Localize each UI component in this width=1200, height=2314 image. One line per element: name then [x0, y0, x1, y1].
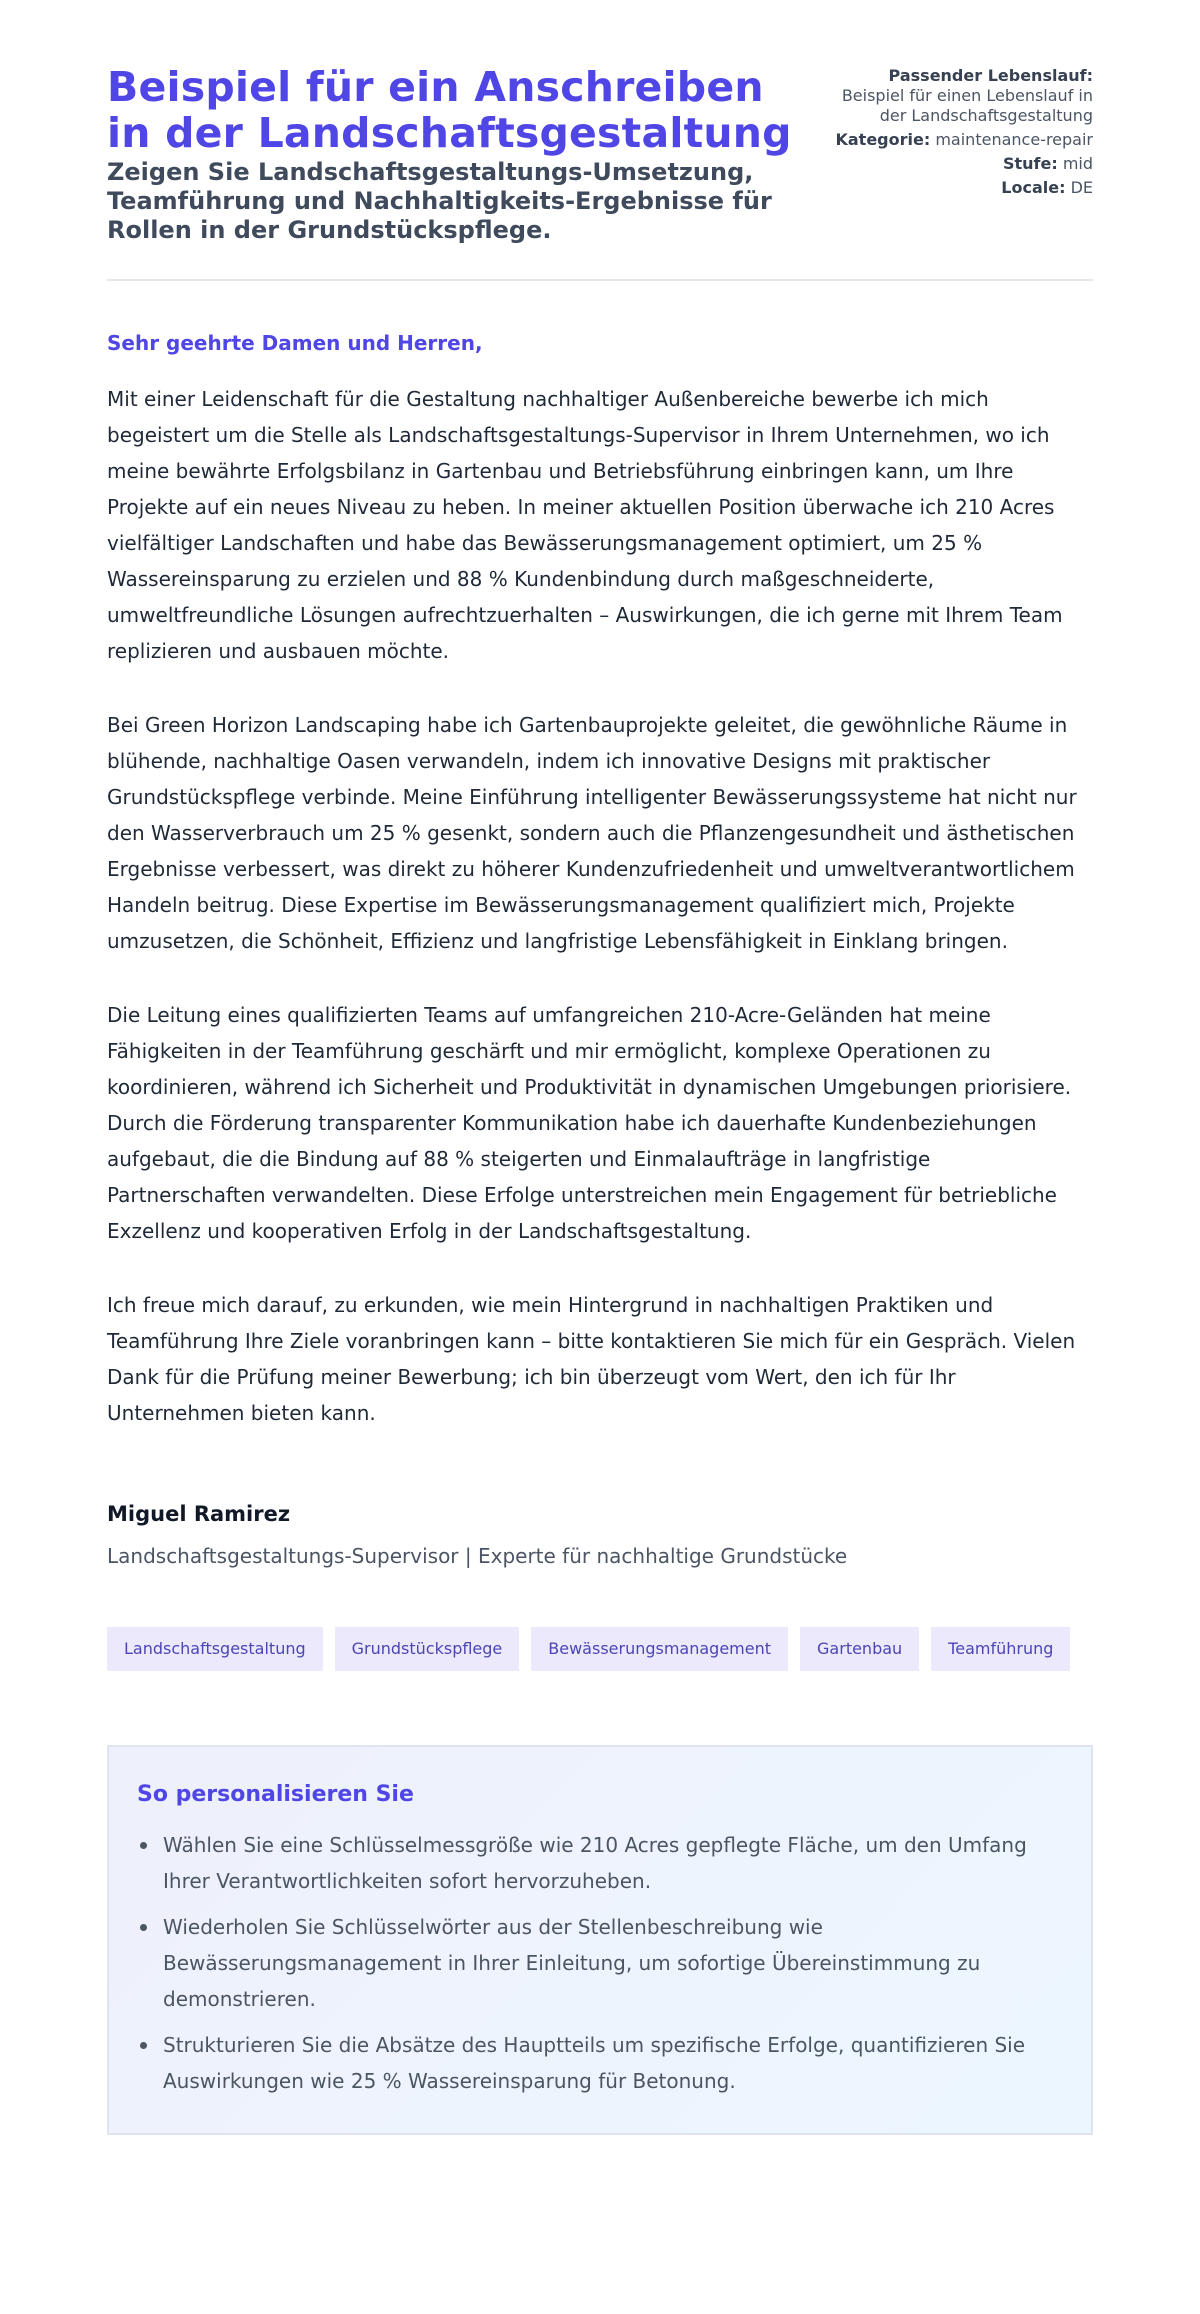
bullet-icon	[140, 1842, 147, 1849]
meta-resume	[833, 66, 1093, 126]
letter-paragraph: Bei Green Horizon Landscaping habe ich Gartenbauprojekte geleitet, die gewöhnliche Räume in blühende, nachhaltige Oasen verwandeln, indem ich innovative Designs mit praktischer Grundstückspflege verbinde. Meine Einführung intelligenter Bewässerungssysteme hat nicht nur den Wasserverbrauch um 25 % gesenkt, sondern auch die Pflanzengesundheit und ästhetischen Ergebnisse verbessert, was direkt zu höherer Kundenzufriedenheit und umweltverantwortlichem Handeln beitrug. Diese Expertise im Bewässerungsmanagement qualifiziert mich, Projekte umzusetzen, die Schönheit, Effizienz und langfristige Lebensfähigkeit in Einklang bringen.	[107, 713, 1077, 953]
keyword-tags	[107, 1627, 1087, 1671]
letter-greeting: Sehr geehrte Damen und Herren,	[107, 331, 483, 355]
meta-resume-label: Passender Lebenslauf:	[888, 66, 1093, 85]
tag-gartenbau[interactable]: Gartenbau	[800, 1627, 919, 1671]
page-subtitle: Zeigen Sie Landschaftsgestaltungs-Umsetzung, Teamführung und Nachhaltigkeits-Ergebnisse für Rollen in der Grundstückspflege.	[107, 158, 772, 244]
meta-category	[833, 130, 1093, 150]
page-header	[107, 64, 1093, 281]
tips-title: So personalisieren Sie	[137, 1782, 414, 1807]
meta-panel	[833, 64, 1093, 202]
bullet-icon	[140, 1924, 147, 1931]
letter-paragraph: Ich freue mich darauf, zu erkunden, wie mein Hintergrund in nachhaltigen Praktiken und Teamführung Ihre Ziele voranbringen kann – bitte kontaktieren Sie mich für ein Gespräch. Vielen Dank für die Prüfung meiner Bewerbung; ich bin überzeugt vom Wert, den ich für Ihr Unternehmen bieten kann.	[107, 1293, 1076, 1425]
tag-teamfuehrung[interactable]: Teamführung	[931, 1627, 1070, 1671]
letter-paragraph: Mit einer Leidenschaft für die Gestaltung nachhaltiger Außenbereiche bewerbe ich mich begeistert um die Stelle als Landschaftsgestaltungs-Supervisor in Ihrem Unternehmen, wo ich meine bewährte Erfolgsbilanz in Gartenbau und Betriebsführung einbringen kann, um Ihre Projekte auf ein neues Niveau zu heben. In meiner aktuellen Position überwache ich 210 Acres vielfältiger Landschaften und habe das Bewässerungsmanagement optimiert, um 25 % Wassereinsparung zu erzielen und 88 % Kundenbindung durch maßgeschneiderte, umweltfreundliche Lösungen aufrechtzuerhalten – Auswirkungen, die ich gerne mit Ihrem Team replizieren und ausbauen möchte.	[107, 387, 1063, 663]
tips-item	[137, 1909, 1063, 2017]
signature-title: Landschaftsgestaltungs-Supervisor | Experte für nachhaltige Grundstücke	[107, 1544, 848, 1568]
meta-level-label: Stufe:	[1002, 154, 1058, 173]
tips-item-text: Wählen Sie eine Schlüsselmessgröße wie 210 Acres gepflegte Fläche, um den Umfang Ihrer Verantwortlichkeiten sofort hervorzuheben.	[163, 1833, 1027, 1893]
meta-resume-link[interactable]: Beispiel für einen Lebenslauf in der Landschaftsgestaltung	[841, 86, 1093, 125]
letter-body	[107, 331, 1093, 1431]
tag-landschaftsgestaltung[interactable]: Landschaftsgestaltung	[107, 1627, 323, 1671]
tag-bewaesserungsmanagement[interactable]: Bewässerungsmanagement	[531, 1627, 788, 1671]
page-title: Beispiel für ein Anschreiben in der Landschaftsgestaltung	[107, 63, 792, 157]
tips-item-text: Wiederholen Sie Schlüsselwörter aus der Stellenbeschreibung wie Bewässerungsmanagement in Ihrer Einleitung, um sofortige Übereinstimmung zu demonstrieren.	[163, 1915, 981, 2011]
meta-locale-value: DE	[1070, 178, 1093, 197]
personalization-tips-box	[107, 1745, 1093, 2135]
tips-item	[137, 2027, 1063, 2099]
tips-item	[137, 1827, 1063, 1899]
signature-block	[107, 1501, 1093, 1569]
letter-paragraph: Die Leitung eines qualifizierten Teams auf umfangreichen 210-Acre-Geländen hat meine Fähigkeiten in der Teamführung geschärft und mir ermöglicht, komplexe Operationen zu koordinieren, während ich Sicherheit und Produktivität in dynamischen Umgebungen priorisiere. Durch die Förderung transparenter Kommunikation habe ich dauerhafte Kundenbeziehungen aufgebaut, die die Bindung auf 88 % steigerten und Einmalaufträge in langfristige Partnerschaften verwandelten. Diese Erfolge unterstreichen mein Engagement für betriebliche Exzellenz und kooperativen Erfolg in der Landschaftsgestaltung.	[107, 1003, 1072, 1243]
tips-list	[137, 1827, 1063, 2099]
meta-level-value: mid	[1062, 154, 1093, 173]
tips-item-text: Strukturieren Sie die Absätze des Hauptteils um spezifische Erfolge, quantifizieren Sie Auswirkungen wie 25 % Wassereinsparung für Betonung.	[163, 2033, 1026, 2093]
header-titles	[107, 64, 807, 245]
meta-locale	[833, 178, 1093, 198]
signature-name: Miguel Ramirez	[107, 1502, 291, 1526]
bullet-icon	[140, 2042, 147, 2049]
meta-category-value: maintenance-repair	[935, 130, 1093, 149]
meta-locale-label: Locale:	[1001, 178, 1066, 197]
meta-level	[833, 154, 1093, 174]
tag-grundstueckspflege[interactable]: Grundstückspflege	[335, 1627, 520, 1671]
meta-category-label: Kategorie:	[835, 130, 931, 149]
